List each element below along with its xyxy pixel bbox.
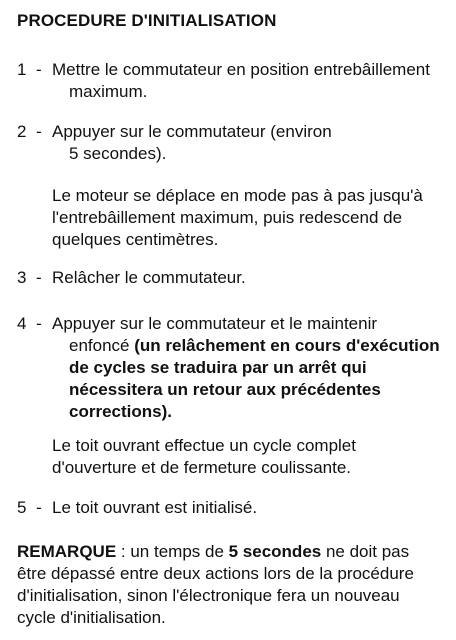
remark-line: être dépassé entre deux actions lors de la procédure bbox=[17, 564, 414, 583]
page-title: PROCEDURE D'INITIALISATION bbox=[17, 11, 277, 30]
step-text bbox=[52, 497, 452, 519]
step-dash: - bbox=[36, 122, 42, 141]
remark-line: cycle d'initialisation. bbox=[17, 608, 166, 627]
step-dash: - bbox=[36, 498, 42, 517]
step-line-bold: (un relâchement en cours d'exécution bbox=[134, 336, 440, 355]
step-number: 1 bbox=[17, 60, 27, 79]
step-2-paragraph bbox=[52, 185, 447, 251]
step-text bbox=[52, 59, 452, 103]
step-line: Relâcher le commutateur. bbox=[52, 268, 246, 287]
step-line-bold: de cycles se traduira par un arrêt qui bbox=[69, 358, 367, 377]
remark-text: ne doit pas bbox=[321, 542, 410, 561]
step-line-plain: enfoncé bbox=[69, 336, 135, 355]
paragraph-line: l'entrebâillement maximum, puis redescend de bbox=[52, 208, 403, 227]
step-line-bold: corrections). bbox=[69, 402, 172, 421]
paragraph-line: Le toit ouvrant effectue un cycle complet bbox=[52, 436, 356, 455]
paragraph-line: d'ouverture et de fermeture coulissante. bbox=[52, 458, 352, 477]
step-line: Appuyer sur le commutateur et le maintenir bbox=[52, 314, 378, 333]
step-line: Le toit ouvrant est initialisé. bbox=[52, 498, 258, 517]
step-line-bold: nécessitera un retour aux précédentes bbox=[69, 380, 381, 399]
remark-line: d'initialisation, sinon l'électronique fera un nouveau bbox=[17, 586, 400, 605]
step-number: 3 bbox=[17, 268, 27, 287]
step-line bbox=[52, 335, 452, 357]
step-number: 5 bbox=[17, 498, 27, 517]
step-text bbox=[52, 313, 452, 423]
remark-label: REMARQUE bbox=[17, 542, 117, 561]
step-line: Appuyer sur le commutateur (environ bbox=[52, 122, 332, 141]
step-line: maximum. bbox=[69, 82, 148, 101]
step-dash: - bbox=[36, 314, 42, 333]
paragraph-line: Le moteur se déplace en mode pas à pas jusqu'à bbox=[52, 186, 423, 205]
step-line: Mettre le commutateur en position entrebâillement bbox=[52, 60, 430, 79]
step-text bbox=[52, 267, 452, 289]
step-number: 2 bbox=[17, 122, 27, 141]
step-number: 4 bbox=[17, 314, 27, 333]
step-dash: - bbox=[36, 268, 42, 287]
step-4-paragraph bbox=[52, 435, 447, 479]
step-line: 5 secondes). bbox=[69, 144, 167, 163]
remark-duration: 5 secondes bbox=[228, 542, 322, 561]
remark-note bbox=[17, 541, 447, 629]
remark-text: : un temps de bbox=[116, 542, 229, 561]
paragraph-line: quelques centimètres. bbox=[52, 230, 219, 249]
remark-line bbox=[17, 541, 447, 563]
step-dash: - bbox=[36, 60, 42, 79]
step-text bbox=[52, 121, 452, 165]
